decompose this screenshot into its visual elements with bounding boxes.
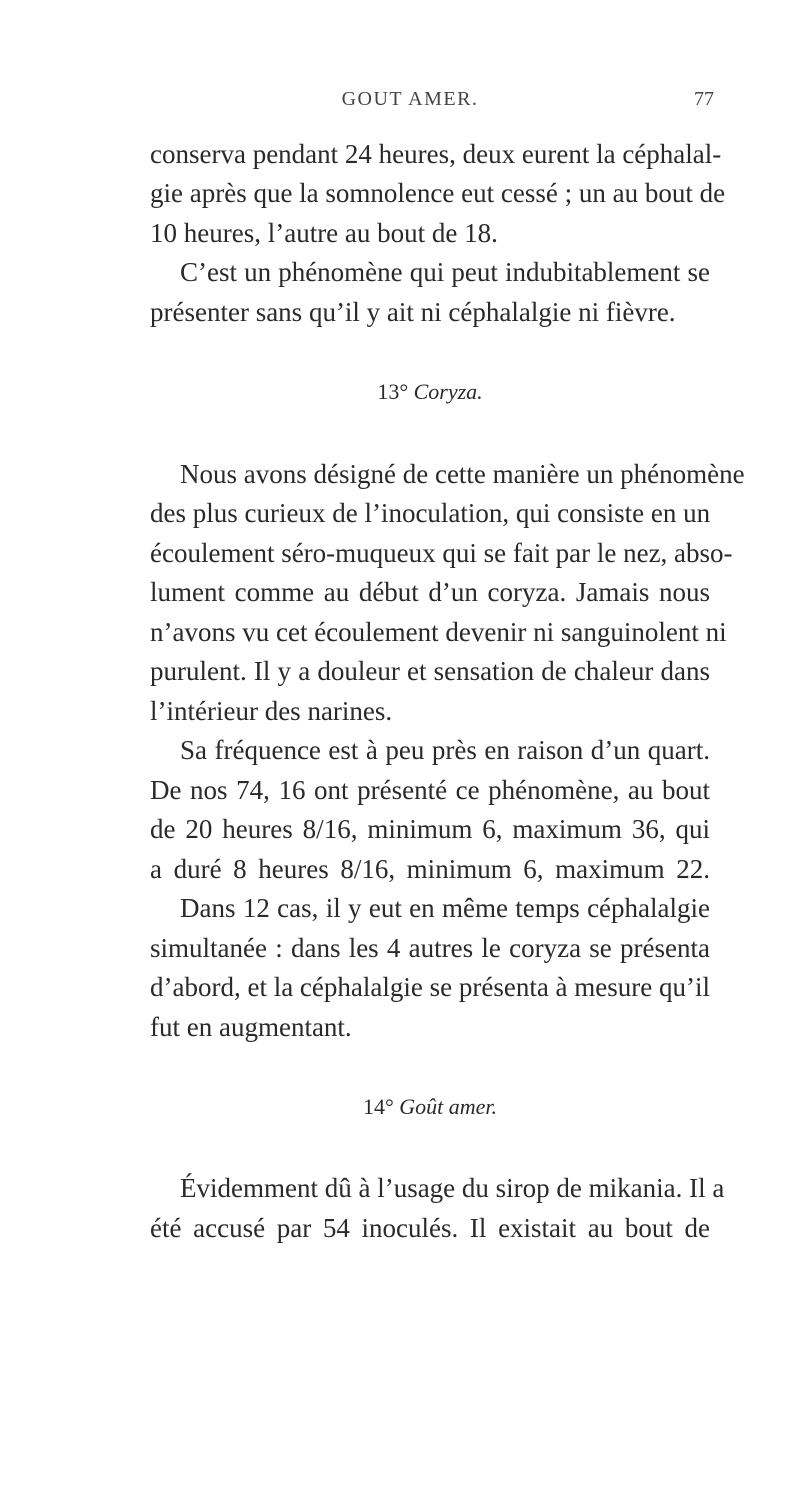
text-line: C’est un phénomène qui peut indubitablement se <box>180 257 710 287</box>
text-line: des plus curieux de l’inoculation, qui consiste en un <box>150 498 711 528</box>
text-line: d’abord, et la céphalalgie se présenta à mesure qu’il <box>150 972 710 1002</box>
text-line: purulent. Il y a douleur et sensation de chaleur dans <box>150 656 710 686</box>
text-line: conserva pendant 24 heures, deux eurent la céphalal- <box>150 139 722 169</box>
text-line: 10 heures, l’autre au bout de 18. <box>150 218 498 248</box>
text-line: simultanée : dans les 4 autres le coryza se présenta <box>150 933 710 963</box>
page-header <box>0 88 800 118</box>
text-line: gie après que la somnolence eut cessé ; un au bout de <box>150 178 726 208</box>
text-line: n’avons vu cet écoulement devenir ni sanguinolent ni <box>150 617 727 647</box>
page-number: 77 <box>694 88 714 110</box>
running-title: GOUT AMER. <box>341 88 479 110</box>
text-line: Nous avons désigné de cette manière un phénomène <box>180 459 745 489</box>
text-line: fut en augmentant. <box>150 1012 352 1042</box>
text-line: présenter sans qu’il y ait ni céphalalgie ni fièvre. <box>150 297 676 327</box>
text-line: l’intérieur des narines. <box>150 696 393 726</box>
text-line: été accusé par 54 inoculés. Il existait au bout de <box>150 1213 710 1243</box>
section-number: 13° <box>377 379 409 404</box>
text-line: Évidemment dû à l’usage du sirop de mikania. Il a <box>180 1173 725 1203</box>
section-heading-14 <box>150 1091 710 1123</box>
text-line: De nos 74, 16 ont présenté ce phénomène, au bout <box>150 775 710 805</box>
text-line: lument comme au début d’un coryza. Jamais nous <box>150 577 710 607</box>
section-title: Coryza. <box>413 379 483 404</box>
section-heading-13 <box>150 376 710 408</box>
text-line: a duré 8 heures 8/16, minimum 6, maximum 22. <box>150 854 710 884</box>
text-line: de 20 heures 8/16, minimum 6, maximum 36, qui <box>150 814 710 844</box>
section-title: Goût amer. <box>399 1094 498 1119</box>
text-line: Sa fréquence est à peu près en raison d’un quart. <box>180 735 710 765</box>
text-line: écoulement séro-muqueux qui se fait par le nez, abso- <box>150 538 733 568</box>
section-number: 14° <box>362 1094 394 1119</box>
text-line: Dans 12 cas, il y eut en même temps céphalalgie <box>180 893 710 923</box>
